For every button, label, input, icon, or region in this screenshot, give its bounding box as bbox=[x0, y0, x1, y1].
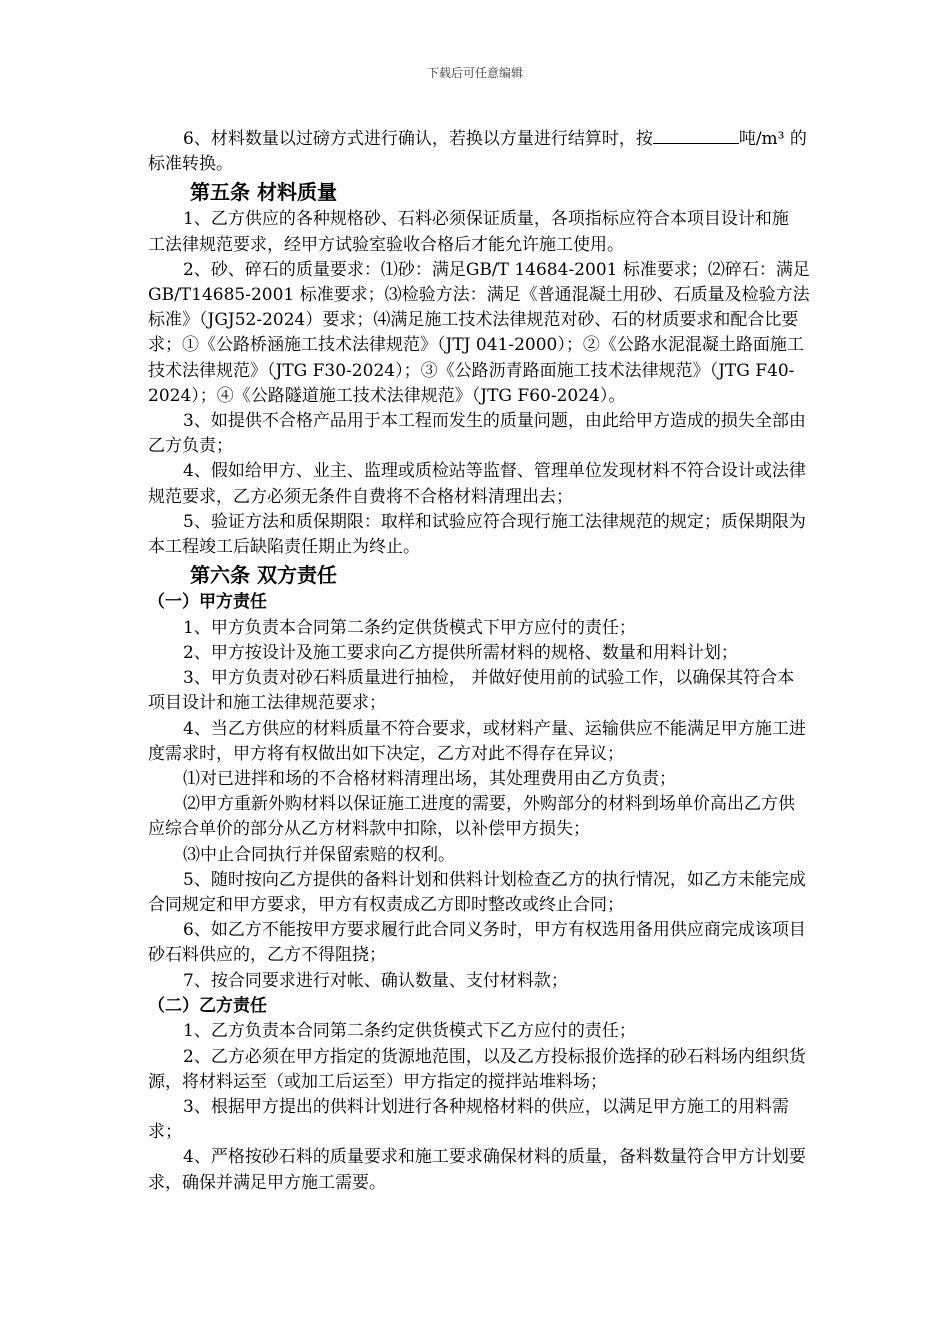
party-a-paragraph-4-3: ⑶中止合同执行并保留索赔的权利。 bbox=[183, 844, 455, 865]
article-5-title: 第五条 材料质量 bbox=[190, 180, 337, 205]
art5-paragraph-1a: 1、乙方供应的各种规格砂、石料必须保证质量，各项指标应符合本项目设计和施 bbox=[183, 209, 789, 230]
party-a-paragraph-4: 4、当乙方供应的材料质量不符合要求，或材料产量、运输供应不能满足甲方施工进度需求时，甲方将有权做出如下决定，乙方对此不得存在异议； bbox=[148, 718, 806, 764]
party-a-paragraph-3: 3、甲方负责对砂石料质量进行抽检， 并做好使用前的试验工作，以确保其符合本项目设计和施工法律规范要求； bbox=[148, 668, 795, 714]
art5-paragraph-2: 2、砂、碎石的质量要求：⑴砂：满足GB/T 14684-2001 标准要求；⑵碎石：满足GB/T14685-2001 标准要求；⑶检验方法：满足《普通混凝土用砂、石质量及检验方法标准》（JGJ52-2024）要求；⑷满足施工技术法律规范对砂、石的材质要求和配合比要求；①《公路桥涵施工技术法律规范》（JTJ 041-2000）；②《公路水泥混凝土路面施工技术法律规范》（JTG F30-2024）；③《公路沥青路面施工技术法律规范》（JTG F40-2024）；④《公路隧道施工技术法律规范》（JTG F60-2024）。 bbox=[148, 259, 810, 406]
party-a-paragraph-4-2: ⑵甲方重新外购材料以保证施工进度的需要，外购部分的材料到场单价高出乙方供应综合单价的部分从乙方材料款中扣除，以补偿甲方损失； bbox=[148, 794, 795, 840]
party-a-paragraph-7: 7、按合同要求进行对帐、确认数量、支付材料款； bbox=[183, 970, 568, 991]
party-b-paragraph-4: 4、严格按砂石料的质量要求和施工要求确保材料的质量，备料数量符合甲方计划要求，确保并满足甲方施工需要。 bbox=[148, 1147, 806, 1193]
paragraph-material-quantity bbox=[148, 126, 810, 177]
party-a-paragraph-6: 6、如乙方不能按甲方要求履行此合同义务时，甲方有权选用备用供应商完成该项目砂石料供应的，乙方不得阻挠； bbox=[148, 920, 806, 966]
art5-paragraph-5: 5、验证方法和质保期限：取样和试验应符合现行施工法律规范的规定；质保期限为本工程竣工后缺陷责任期止为终止。 bbox=[148, 511, 806, 558]
party-b-paragraph-2: 2、乙方必须在甲方指定的货源地范围，以及乙方投标报价选择的砂石料场内组织货源，将材料运至（或加工后运至）甲方指定的搅拌站堆料场； bbox=[148, 1046, 806, 1092]
party-a-title: （一）甲方责任 bbox=[148, 592, 267, 613]
art5-paragraph-1b: 工法律规范要求，经甲方试验室验收合格后才能允许施工使用。 bbox=[148, 234, 624, 255]
document-body bbox=[148, 126, 810, 1196]
party-b-paragraph-3: 3、根据甲方提出的供料计划进行各种规格材料的供应，以满足甲方施工的用料需求； bbox=[148, 1096, 789, 1143]
page-header: 下载后可任意编辑 bbox=[426, 66, 523, 80]
blank-underline bbox=[653, 126, 739, 144]
party-a-paragraph-2: 2、甲方按设计及施工要求向乙方提供所需材料的规格、数量和用料计划； bbox=[183, 642, 738, 663]
party-b-title: （二）乙方责任 bbox=[148, 995, 267, 1016]
text-before-blank: 6、材料数量以过磅方式进行确认，若换以方量进行结算时，按 bbox=[183, 129, 653, 149]
article-6-title: 第六条 双方责任 bbox=[190, 563, 337, 588]
party-b-paragraph-1: 1、乙方负责本合同第二条约定供货模式下乙方应付的责任； bbox=[183, 1021, 636, 1042]
art5-paragraph-4: 4、假如给甲方、业主、监理或质检站等监督、管理单位发现材料不符合设计或法律规范要求，乙方必须无条件自费将不合格材料清理出去； bbox=[148, 461, 806, 507]
party-a-paragraph-5: 5、随时按向乙方提供的备料计划和供料计划检查乙方的执行情况，如乙方未能完成合同规定和甲方要求，甲方有权责成乙方即时整改或终止合同； bbox=[148, 869, 806, 915]
text-after-blank: 吨/m³ 的标准转换。 bbox=[148, 129, 807, 175]
party-a-paragraph-4-1: ⑴对已进拌和场的不合格材料清理出场，其处理费用由乙方负责； bbox=[183, 768, 676, 789]
party-a-paragraph-1: 1、甲方负责本合同第二条约定供货模式下甲方应付的责任； bbox=[183, 617, 636, 638]
art5-paragraph-3: 3、如提供不合格产品用于本工程而发生的质量问题，由此给甲方造成的损失全部由乙方负责； bbox=[148, 411, 806, 457]
